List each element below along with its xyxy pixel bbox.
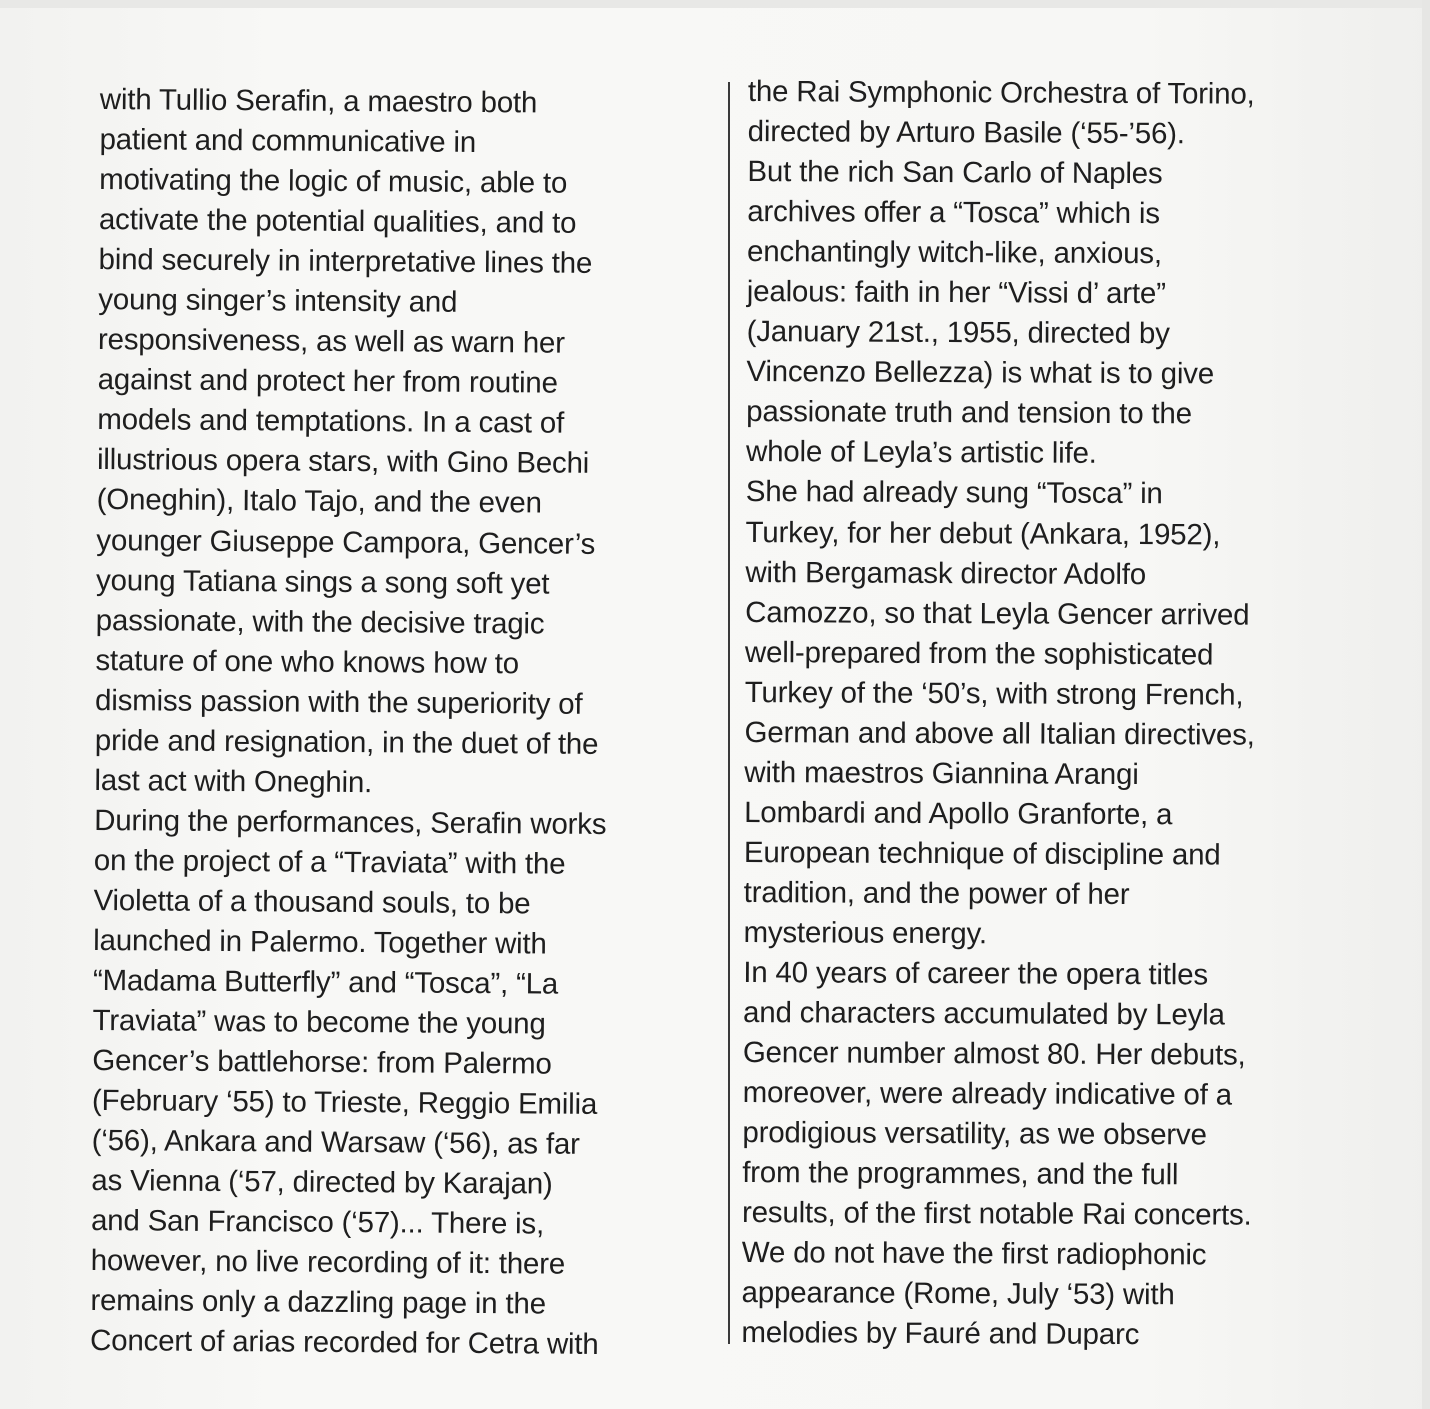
text-line: Violetta of a thousand souls, to be <box>93 883 531 921</box>
page-right-edge <box>1422 0 1430 1409</box>
text-line: however, no live recording of it: there <box>90 1244 566 1282</box>
text-line: from the programmes, and the full <box>742 1156 1179 1192</box>
text-line: stature of one who knows how to <box>95 643 519 680</box>
text-line: dismiss passion with the superiority of <box>94 683 583 721</box>
text-line: and characters accumulated by Leyla <box>742 996 1225 1032</box>
text-line: passionate truth and tension to the <box>746 395 1192 431</box>
text-line: younger Giuseppe Campora, Gencer’s <box>96 523 596 561</box>
text-line: Turkey of the ‘50’s, with strong French, <box>744 675 1244 712</box>
text-line: as Vienna (‘57, directed by Karajan) <box>91 1164 553 1201</box>
text-line: During the performances, Serafin works <box>94 803 607 841</box>
text-line: moreover, were already indicative of a <box>742 1076 1232 1112</box>
text-line: the Rai Symphonic Orchestra of Torino, <box>747 74 1255 111</box>
text-line: with maestros Giannina Arangi <box>744 755 1139 791</box>
text-line: Gencer number almost 80. Her debuts, <box>742 1036 1246 1072</box>
text-line: directed by Arturo Basile (‘55-’56). <box>747 115 1185 151</box>
text-line: “Madama Butterfly” and “Tosca”, “La <box>92 964 559 1001</box>
text-line: patient and communicative in <box>99 123 477 160</box>
text-line: launched in Palermo. Together with <box>93 923 547 961</box>
text-line: melodies by Fauré and Duparc <box>741 1316 1140 1352</box>
text-line: pride and resignation, in the duet of the <box>94 723 599 761</box>
text-line: whole of Leyla’s artistic life. <box>745 435 1097 471</box>
text-line: mysterious energy. <box>743 915 987 951</box>
text-line: remains only a dazzling page in the <box>90 1284 546 1321</box>
text-line: results, of the first notable Rai concerts. <box>741 1196 1252 1232</box>
text-line: Camozzo, so that Leyla Gencer arrived <box>745 595 1250 632</box>
text-line: European technique of discipline and <box>743 835 1221 872</box>
text-line: (‘56), Ankara and Warsaw (‘56), as far <box>91 1124 580 1162</box>
text-line: against and protect her from routine <box>97 363 558 400</box>
text-line: and San Francisco (‘57)... There is, <box>90 1204 545 1241</box>
text-line: young singer’s intensity and <box>98 283 458 320</box>
text-line: well-prepared from the sophisticated <box>744 635 1214 672</box>
text-line: German and above all Italian directives, <box>744 715 1255 752</box>
text-line: Vincenzo Bellezza) is what is to give <box>746 355 1215 391</box>
text-line: models and temptations. In a cast of <box>97 403 565 441</box>
text-line: archives offer a “Tosca” which is <box>747 195 1160 231</box>
page-top-edge <box>0 0 1430 8</box>
text-line: She had already sung “Tosca” in <box>745 475 1163 511</box>
text-line: tradition, and the power of her <box>743 875 1130 911</box>
text-line: Traviata” was to become the young <box>92 1004 546 1041</box>
text-line: with Bergamask director Adolfo <box>745 555 1147 591</box>
text-line: Concert of arias recorded for Cetra with <box>89 1324 599 1362</box>
text-line: But the rich San Carlo of Naples <box>747 155 1163 191</box>
text-line: passionate, with the decisive tragic <box>95 603 545 641</box>
text-line: last act with Oneghin. <box>94 763 373 799</box>
text-line: In 40 years of career the opera titles <box>743 956 1209 992</box>
text-line: young Tatiana sings a song soft yet <box>95 563 550 601</box>
text-line: bind securely in interpretative lines the <box>98 243 593 281</box>
text-line: motivating the logic of music, able to <box>99 163 568 200</box>
text-line: appearance (Rome, July ‘53) with <box>741 1276 1175 1312</box>
text-line: responsiveness, as well as warn her <box>97 323 565 360</box>
text-line: enchantingly witch-like, anxious, <box>746 235 1162 271</box>
right-text-column <box>741 72 1408 1357</box>
column-divider <box>728 82 730 1344</box>
text-line: prodigious versatility, as we observe <box>742 1116 1207 1152</box>
text-line: (January 21st., 1955, directed by <box>746 315 1170 351</box>
text-line: Turkey, for her debut (Ankara, 1952), <box>745 515 1221 551</box>
text-line: We do not have the first radiophonic <box>741 1236 1207 1272</box>
text-line: with Tullio Serafin, a maestro both <box>99 82 538 120</box>
text-line: activate the potential qualities, and to <box>98 203 577 240</box>
text-line: (Oneghin), Italo Tajo, and the even <box>96 483 542 520</box>
text-line: illustrious opera stars, with Gino Bechi <box>96 443 590 481</box>
text-line: jealous: faith in her “Vissi d’ arte” <box>746 275 1166 311</box>
text-line: on the project of a “Traviata” with the <box>93 843 566 881</box>
left-text-column <box>90 80 710 1366</box>
text-line: Gencer’s battlehorse: from Palermo <box>92 1044 552 1081</box>
text-line: (February ‘55) to Trieste, Reggio Emilia <box>91 1084 598 1122</box>
text-line: Lombardi and Apollo Granforte, a <box>744 795 1173 832</box>
